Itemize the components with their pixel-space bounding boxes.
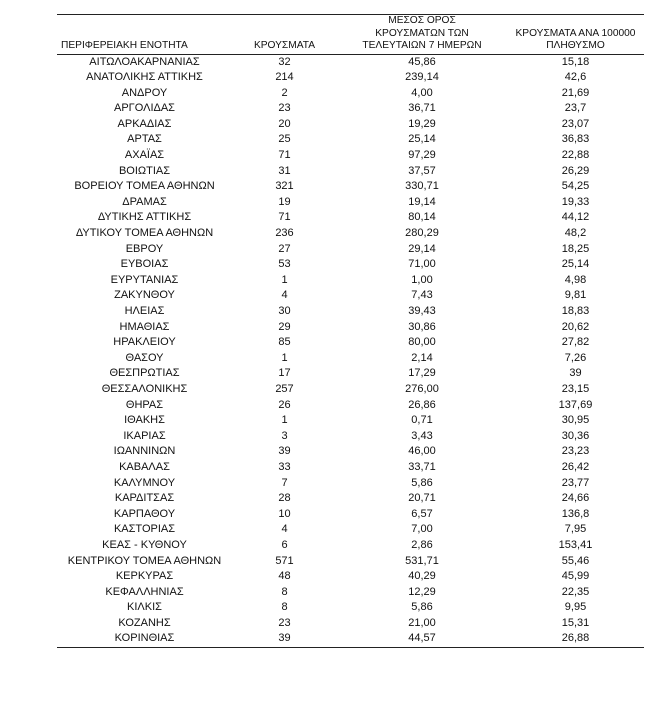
table-row [57,273,644,289]
cell-per-100k: 36,83 [561,133,590,146]
table-row [57,569,644,585]
cell-cases: 26 [278,398,291,411]
cell-per-100k: 7,95 [564,523,587,536]
cell-cases: 6 [281,538,288,551]
cell-region: ΑΡΚΑΔΙΑΣ [117,117,172,130]
cell-cases: 32 [278,55,291,68]
table-row [57,86,644,102]
cell-per-100k: 24,66 [561,492,590,505]
header-avg-line: ΤΕΛΕΥΤΑΙΩΝ 7 ΗΜΕΡΩΝ [362,40,482,51]
table-row [57,382,644,398]
cell-avg-7days: 71,00 [408,258,436,271]
cell-cases: 23 [278,616,291,629]
cell-per-100k: 23,7 [564,102,587,115]
cell-avg-7days: 7,00 [411,523,433,536]
cell-cases: 1 [281,273,288,286]
cell-per-100k: 7,26 [564,351,587,364]
cell-per-100k: 22,35 [561,585,590,598]
cell-region: ΙΚΑΡΙΑΣ [123,429,166,442]
cell-per-100k: 18,25 [561,242,590,255]
cell-avg-7days: 21,00 [408,616,436,629]
cell-per-100k: 22,88 [561,149,590,162]
cell-per-100k: 153,41 [558,538,593,551]
cell-cases: 28 [278,492,291,505]
table-row [57,554,644,570]
cell-cases: 23 [278,102,291,115]
cell-avg-7days: 37,57 [408,164,436,177]
cell-avg-7days: 40,29 [408,570,436,583]
cell-avg-7days: 3,43 [411,429,433,442]
cell-region: ΚΑΡΠΑΘΟΥ [113,507,176,520]
cell-region: ΚΙΛΚΙΣ [127,601,162,614]
cell-avg-7days: 45,86 [408,55,436,68]
table-row [57,320,644,336]
cell-cases: 85 [278,336,291,349]
cell-per-100k: 137,69 [558,398,593,411]
cell-region: ΘΕΣΠΡΩΤΙΑΣ [109,367,180,380]
cell-region: ΚΕΡΚΥΡΑΣ [115,570,174,583]
cell-per-100k: 9,81 [564,289,587,302]
cell-per-100k: 23,07 [561,117,590,130]
cell-per-100k: 48,2 [564,227,587,240]
cell-cases: 27 [278,242,291,255]
cell-avg-7days: 19,14 [408,195,436,208]
cell-region: ΚΑΛΥΜΝΟΥ [113,476,176,489]
cell-per-100k: 26,88 [507,631,644,647]
table-row [57,226,644,242]
cell-avg-7days: 4,00 [411,86,433,99]
cell-avg-7days: 39,43 [408,305,436,317]
cell-per-100k: 23,23 [561,445,590,458]
cell-avg-7days: 17,29 [408,367,436,380]
table-row [57,444,644,460]
table-row [57,210,644,226]
cell-avg-7days: 5,86 [411,476,433,489]
cell-avg-7days: 2,86 [411,538,433,551]
cell-region: ΕΥΒΟΙΑΣ [120,258,169,271]
header-avg-7days [337,15,507,55]
cell-region: ΚΑΒΑΛΑΣ [119,460,170,473]
header-per-100k [507,15,644,55]
header-avg-line: ΜΕΣΟΣ ΟΡΟΣ [388,15,456,26]
cell-region: ΚΕΑΣ - ΚΥΘΝΟΥ [102,538,187,551]
cell-per-100k: 26,29 [561,164,590,177]
cell-cases: 4 [281,523,288,536]
cell-region: ΘΑΣΟΥ [125,351,164,364]
cell-cases: 71 [278,149,291,162]
cell-cases: 20 [278,117,291,130]
cell-avg-7days: 6,57 [411,507,433,520]
cell-region: ΕΒΡΟΥ [125,242,164,255]
cell-avg-7days: 29,14 [408,242,436,255]
table-row [57,398,644,414]
cell-cases: 71 [278,211,291,224]
cell-avg-7days: 25,14 [408,133,436,146]
table-row [57,101,644,117]
cell-cases: 39 [278,445,291,458]
table-header [57,15,644,55]
cell-per-100k: 39 [569,367,582,380]
cell-region: ΑΡΤΑΣ [127,133,162,146]
cell-region: ΚΟΡΙΝΘΙΑΣ [57,631,232,647]
table-row [57,148,644,164]
table-row [57,304,644,320]
table-row [57,257,644,273]
cell-per-100k: 9,95 [564,601,587,614]
table-row [57,507,644,523]
cell-per-100k: 54,25 [561,180,590,193]
table-row [57,616,644,632]
cell-region: ΑΝΑΤΟΛΙΚΗΣ ΑΤΤΙΚΗΣ [86,71,203,84]
cell-per-100k: 23,15 [561,382,590,395]
header-region: ΠΕΡΙΦΕΡΕΙΑΚΗ ΕΝΟΤΗΤΑ [57,15,232,55]
header-cases: ΚΡΟΥΣΜΑΤΑ [232,15,337,55]
cell-avg-7days: 20,71 [408,492,436,505]
cell-per-100k: 4,98 [564,273,587,286]
cell-avg-7days: 33,71 [408,460,436,473]
cell-avg-7days: 80,00 [408,336,436,349]
table-row [57,522,644,538]
cell-per-100k: 19,33 [561,195,590,208]
cell-region: ΔΥΤΙΚΗΣ ΑΤΤΙΚΗΣ [97,211,192,224]
cell-cases: 10 [278,507,291,520]
cell-cases: 1 [281,414,288,427]
table-row [57,242,644,258]
cell-per-100k: 55,46 [561,554,590,567]
cell-per-100k: 27,82 [561,336,590,349]
cell-cases: 25 [278,133,291,146]
table-row [57,54,644,70]
table-row [57,164,644,180]
cell-avg-7days: 80,14 [408,211,436,224]
cell-avg-7days: 7,43 [411,289,433,302]
cell-avg-7days: 280,29 [405,227,439,240]
cell-per-100k: 30,36 [561,429,590,442]
cell-region: ΗΡΑΚΛΕΙΟΥ [113,336,176,349]
cell-region: ΙΘΑΚΗΣ [124,414,165,427]
cell-per-100k: 25,14 [561,258,590,271]
table-row [57,491,644,507]
cell-cases: 1 [281,351,288,364]
cell-cases: 19 [278,195,291,208]
cell-region: ΒΟΡΕΙΟΥ ΤΟΜΕΑ ΑΘΗΝΩΝ [74,180,215,193]
cell-region: ΗΜΑΘΙΑΣ [119,320,170,333]
cell-region: ΚΟΖΑΝΗΣ [118,616,171,629]
cell-cases: 53 [278,258,291,271]
table-row [57,460,644,476]
cell-avg-7days: 44,57 [337,631,507,647]
table-row [57,179,644,195]
cell-region: ΑΧΑΪΑΣ [124,149,165,162]
cell-region: ΑΡΓΟΛΙΔΑΣ [114,102,175,115]
table-row [57,413,644,429]
cell-region: ΔΡΑΜΑΣ [122,195,167,208]
cell-region: ΘΗΡΑΣ [125,398,164,411]
cell-cases: 3 [281,429,288,442]
cell-region: ΘΕΣΣΑΛΟΝΙΚΗΣ [101,382,188,395]
cell-cases: 8 [281,585,288,598]
table-row [57,631,644,647]
cell-cases: 48 [278,570,291,583]
cell-avg-7days: 12,29 [408,585,436,598]
cell-avg-7days: 1,00 [411,273,433,286]
cases-table [57,14,644,648]
table-row [57,366,644,382]
table-body [57,54,644,648]
cell-avg-7days: 46,00 [408,445,436,458]
cell-avg-7days: 330,71 [405,180,439,193]
cell-per-100k: 15,31 [561,616,590,629]
cell-avg-7days: 2,14 [411,351,433,364]
cell-avg-7days: 0,71 [411,414,433,427]
cell-per-100k: 18,83 [561,305,590,317]
cell-cases: 33 [278,460,291,473]
cell-cases: 214 [275,71,294,84]
cell-avg-7days: 19,29 [408,117,436,130]
header-avg-line: ΚΡΟΥΣΜΑΤΩΝ ΤΩΝ [375,27,469,39]
cell-per-100k: 30,95 [561,414,590,427]
table-row [57,538,644,554]
table-row [57,70,644,86]
cell-cases: 2 [281,86,288,99]
cell-avg-7days: 5,86 [411,601,433,614]
table-row [57,600,644,616]
cell-region: ΑΝΔΡΟΥ [121,86,168,99]
cell-avg-7days: 239,14 [405,71,439,84]
cell-cases: 236 [275,227,294,240]
cell-cases: 571 [275,554,294,567]
cell-avg-7days: 36,71 [408,102,436,115]
table-row [57,351,644,367]
cell-per-100k: 23,77 [561,476,590,489]
header-per100k-line: ΠΛΗΘΥΣΜΟ [546,40,605,51]
cell-region: ΕΥΡΥΤΑΝΙΑΣ [110,273,179,286]
cell-per-100k: 136,8 [561,507,590,520]
table-row [57,132,644,148]
table-row [57,476,644,492]
cell-region: ΚΑΣΤΟΡΙΑΣ [113,523,176,536]
cell-per-100k: 26,42 [561,460,590,473]
cell-cases: 30 [278,305,291,317]
cell-per-100k: 20,62 [561,320,590,333]
cell-region: ΚΕΝΤΡΙΚΟΥ ΤΟΜΕΑ ΑΘΗΝΩΝ [67,554,222,567]
cell-avg-7days: 276,00 [405,382,439,395]
cell-per-100k: 44,12 [561,211,590,224]
cell-per-100k: 21,69 [561,86,590,99]
cell-region: ΙΩΑΝΝΙΝΩΝ [113,445,176,458]
cell-region: ΗΛΕΙΑΣ [124,305,165,317]
table-row [57,288,644,304]
cell-cases: 17 [278,367,291,380]
cell-avg-7days: 531,71 [405,554,439,567]
cell-cases: 31 [278,164,291,177]
cell-region: ΒΟΙΩΤΙΑΣ [118,164,171,177]
cell-cases: 8 [281,601,288,614]
cell-per-100k: 45,99 [561,570,590,583]
cell-region: ΚΑΡΔΙΤΣΑΣ [114,492,175,505]
cell-avg-7days: 26,86 [408,398,436,411]
cell-region: ΔΥΤΙΚΟΥ ΤΟΜΕΑ ΑΘΗΝΩΝ [75,227,214,240]
table-row [57,585,644,601]
cell-cases: 7 [281,476,288,489]
cell-cases: 29 [278,320,291,333]
table-row [57,335,644,351]
table-row [57,429,644,445]
cell-per-100k: 15,18 [561,55,590,68]
cell-cases: 39 [232,631,337,647]
cell-region: ΑΙΤΩΛΟΑΚΑΡΝΑΝΙΑΣ [89,55,200,68]
table-row [57,117,644,133]
cell-avg-7days: 30,86 [408,320,436,333]
cell-cases: 4 [281,289,288,302]
cell-per-100k: 42,6 [564,71,587,84]
cell-region: ΖΑΚΥΝΘΟΥ [114,289,175,302]
header-per100k-line: ΚΡΟΥΣΜΑΤΑ ΑΝΑ 100000 [515,27,636,39]
cell-region: ΚΕΦΑΛΛΗΝΙΑΣ [105,585,184,598]
table-row [57,195,644,211]
cell-cases: 321 [275,180,294,193]
cell-avg-7days: 97,29 [408,149,436,162]
cell-cases: 257 [275,382,294,395]
